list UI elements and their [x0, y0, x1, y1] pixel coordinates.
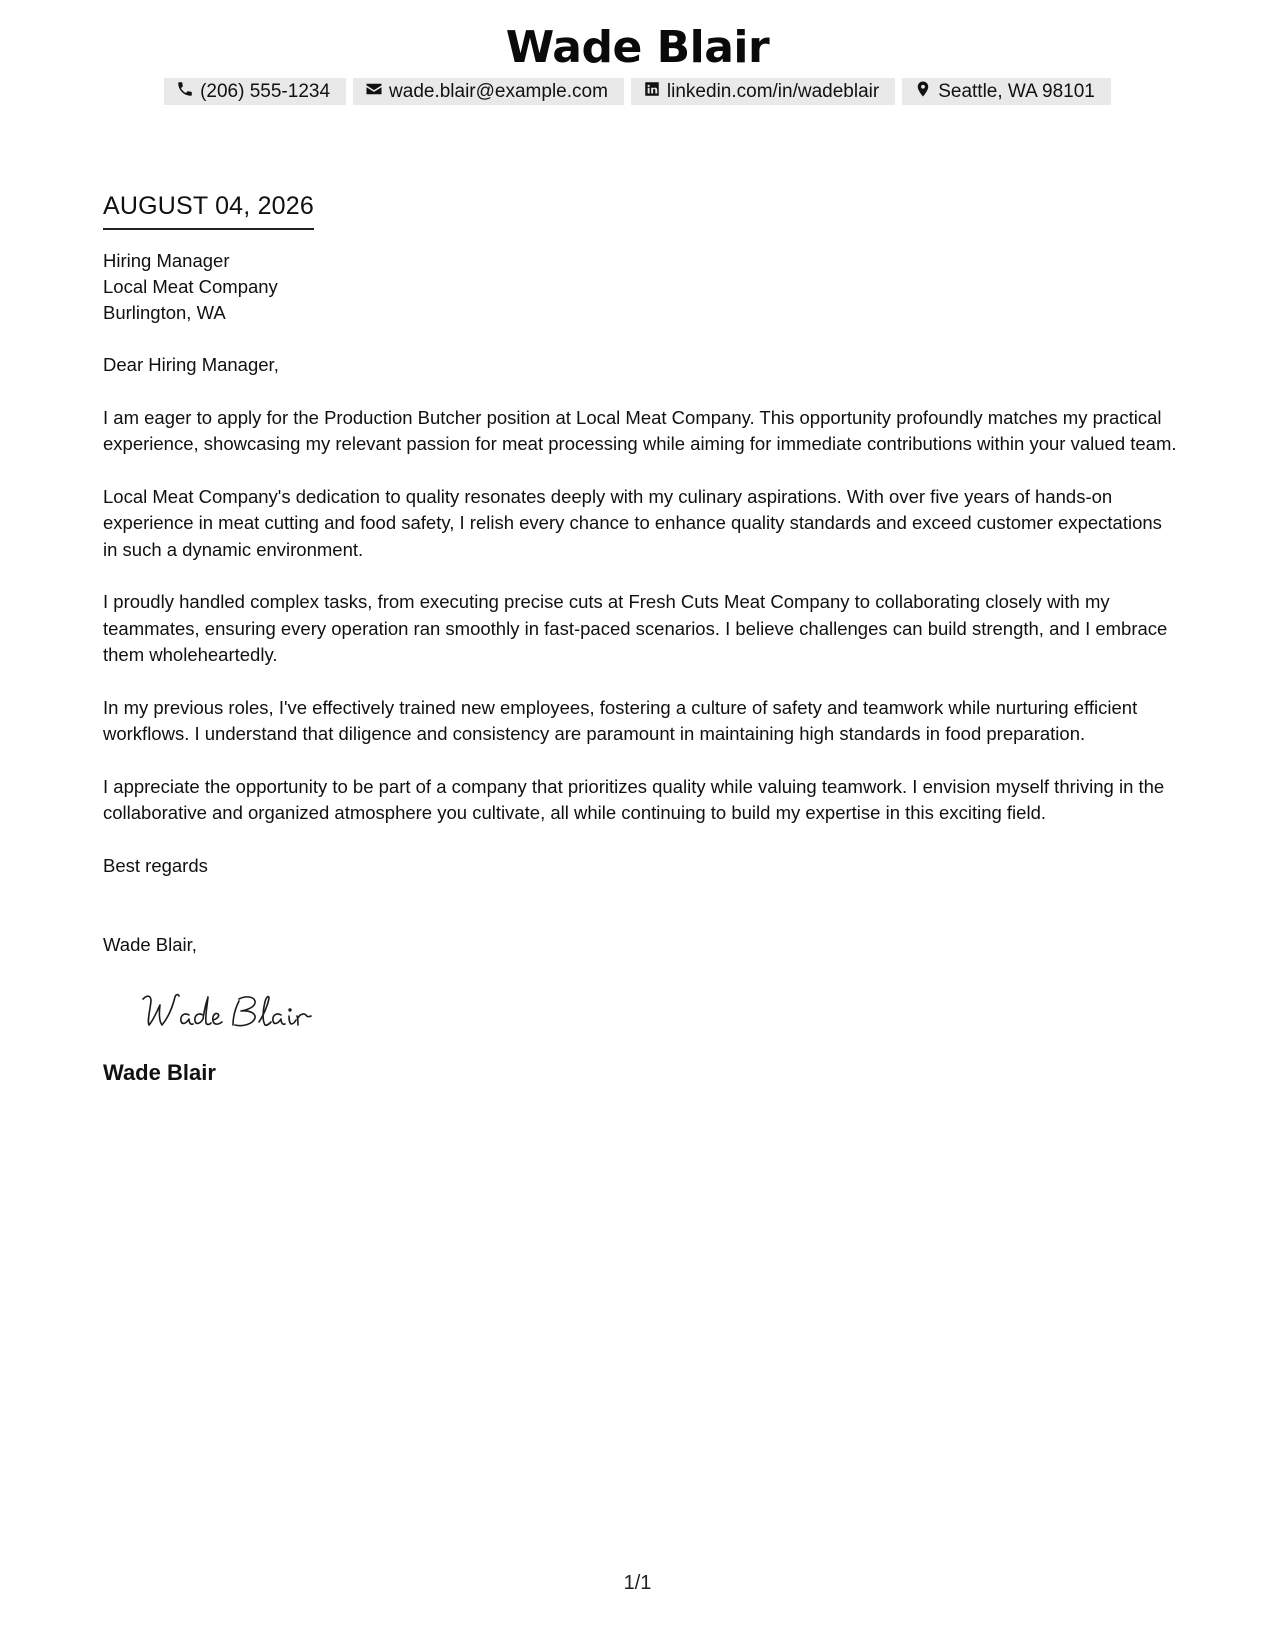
contact-bar	[0, 78, 1275, 105]
contact-phone-text: (206) 555-1234	[200, 80, 331, 102]
map-marker-icon	[914, 80, 932, 104]
contact-linkedin-text: linkedin.com/in/wadeblair	[666, 80, 880, 102]
salutation: Dear Hiring Manager,	[103, 354, 279, 375]
recipient-title: Hiring Manager	[103, 250, 230, 271]
contact-linkedin	[631, 78, 895, 105]
linkedin-icon	[643, 80, 661, 104]
letter-body	[103, 190, 1178, 1087]
paragraph: I am eager to apply for the Production Butcher position at Local Meat Company. This opportunity profoundly matches my practical experience, showcasing my relevant passion for meat processing while aiming for immediate contributions within your valued team.	[103, 406, 1177, 454]
contact-email	[353, 78, 624, 105]
letter-header	[0, 22, 1275, 105]
recipient-company: Local Meat Company	[103, 276, 278, 297]
contact-email-text: wade.blair@example.com	[389, 80, 608, 102]
paragraph: I proudly handled complex tasks, from executing precise cuts at Fresh Cuts Meat Company to collaborating closely with my teammates, ensuring every operation ran smoothly in fast-paced scenarios. I believe challenges can build strength, and I embrace them wholeheartedly.	[103, 591, 1168, 665]
phone-icon	[176, 80, 194, 104]
paragraph: I appreciate the opportunity to be part of a company that prioritizes quality while valuing teamwork. I envision myself thriving in the collaborative and organized atmosphere you cultivate, all while continuing to build my expertise in this exciting field.	[103, 775, 1165, 823]
contact-location	[902, 78, 1111, 105]
paragraph: In my previous roles, I've effectively trained new employees, fostering a culture of safety and teamwork while nurturing efficient workflows. I understand that diligence and consistency are paramount in maintaining high standards in food preparation.	[103, 696, 1138, 744]
printed-name: Wade Blair	[103, 1059, 216, 1085]
contact-phone	[164, 78, 346, 105]
envelope-icon	[365, 80, 383, 104]
sender-name: Wade Blair	[505, 22, 770, 73]
paragraph: Local Meat Company's dedication to quality resonates deeply with my culinary aspirations. With over five years of hands-on experience in meat cutting and food safety, I relish every chance to enhance quality standards and exceed customer expectations in such a dynamic environment.	[103, 485, 1162, 560]
page-number: 1/1	[623, 1572, 652, 1594]
recipient-location: Burlington, WA	[103, 302, 226, 323]
signoff-name: Wade Blair,	[103, 934, 197, 955]
closing: Best regards	[103, 854, 208, 876]
contact-location-text: Seattle, WA 98101	[938, 80, 1095, 102]
letter-date: AUGUST 04, 2026	[103, 190, 314, 230]
recipient-block	[103, 248, 1178, 326]
handwritten-signature	[135, 985, 335, 1037]
